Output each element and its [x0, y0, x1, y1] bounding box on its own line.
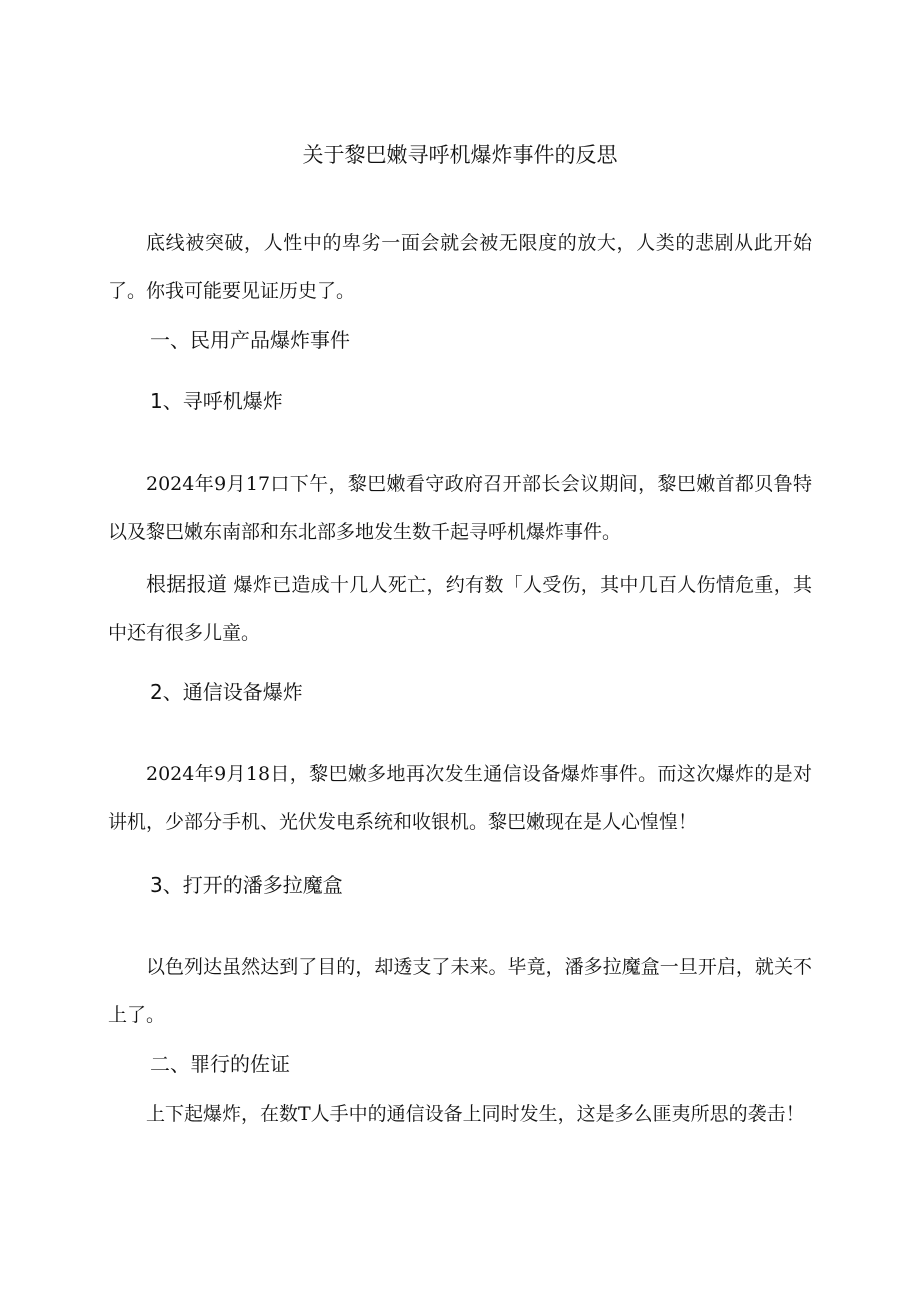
section1-heading: 一、民用产品爆炸事件	[150, 328, 350, 352]
subsection1-paragraph-2	[108, 560, 812, 657]
report-body-text: 爆炸已造成十几人死亡，约有数「人受伤，其中几百人伤情危重，其中还有很多儿童。	[108, 574, 812, 644]
intro-paragraph: 底线被突破，人性中的卑劣一面会就会被无限度的放大，人类的悲剧从此开始了。你我可能要见证历史了。	[108, 232, 812, 302]
subsection3-heading: 3、打开的潘多拉魔盒	[150, 873, 343, 897]
subsection3-paragraph: 以色列达虽然达到了目的，却透支了未来。毕竟，潘多拉魔盒一旦开启，就关不上了。	[108, 956, 812, 1026]
subsection2-paragraph: 2024年9月18日，黎巴嫩多地再次发生通信设备爆炸事件。而这次爆炸的是对讲机，少部分手机、光伏发电系统和收银机。黎巴嫩现在是人心惶惶！	[108, 763, 812, 833]
section2-paragraph: 上下起爆炸，在数T人手中的通信设备上同时发生，这是多么匪夷所思的袭击！	[146, 1103, 805, 1125]
report-lead-text: 根据报道	[146, 572, 228, 596]
subsection1-paragraph-1: 2024年9月17口下午，黎巴嫩看守政府召开部长会议期间，黎巴嫩首都贝鲁特以及黎巴嫩东南部和东北部多地发生数千起寻呼机爆炸事件。	[108, 473, 812, 543]
document-title: 关于黎巴嫩寻呼机爆炸事件的反思	[302, 143, 618, 167]
section2-heading: 二、罪行的佐证	[150, 1052, 290, 1076]
subsection1-heading: 1、寻呼机爆炸	[150, 389, 283, 413]
subsection2-heading: 2、通信设备爆炸	[150, 680, 303, 704]
